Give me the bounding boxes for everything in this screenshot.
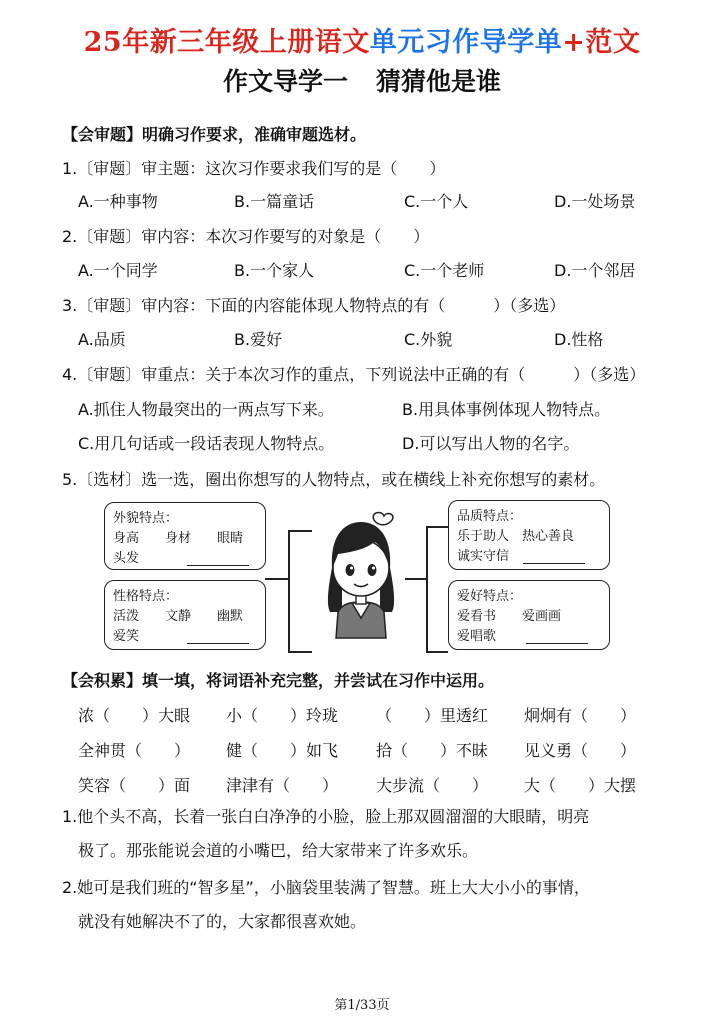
q3-option-a: A.品质 — [78, 330, 126, 349]
appearance-option: 头发 — [113, 551, 140, 566]
fill-item[interactable]: 见义勇（ ） — [524, 741, 637, 760]
page-number: 第1/33页 — [334, 998, 390, 1013]
example-2-line-2: 就没有她解决不了的，大家都很喜欢她。 — [78, 912, 367, 931]
hobby-options: 爱看书 爱画画 — [457, 609, 562, 624]
question-5: 5.〔选材〕选一选，圈出你想写的人物特点，或在横线上补充你想写的素材。 — [62, 470, 606, 489]
question-3: 3.〔审题〕审内容：下面的内容能体现人物特点的有（ ）（多选） — [62, 296, 566, 315]
fill-item[interactable]: 小（ ）玲珑 — [226, 706, 339, 725]
fill-item[interactable]: 健（ ）如飞 — [226, 741, 339, 760]
banner-part-red-2: +范文 — [562, 27, 641, 58]
q1-option-b: B.一篇童话 — [234, 192, 315, 211]
q4-option-c: C.用几句话或一段话表现人物特点。 — [78, 434, 335, 453]
appearance-title: 外貌特点： — [113, 511, 179, 526]
fill-item[interactable]: 笑容（ ）面 — [78, 776, 191, 795]
quality-box — [448, 500, 610, 570]
quality-title: 品质特点： — [457, 509, 523, 524]
connector-line — [265, 578, 289, 580]
q4-option-d: D.可以写出人物的名字。 — [402, 434, 580, 453]
answer-blank[interactable] — [526, 631, 588, 644]
banner-part-blue: 单元习作导学单 — [369, 27, 563, 58]
fill-item[interactable]: 拾（ ）不昧 — [376, 741, 489, 760]
q1-option-d: D.一处场景 — [554, 192, 636, 211]
connector-line — [288, 651, 312, 653]
personality-options: 活泼 文静 幽默 — [113, 609, 244, 624]
question-4: 4.〔审题〕审重点：关于本次习作的重点，下列说法中正确的有（ ）（多选） — [62, 365, 646, 384]
example-2-line-1: 2.她可是我们班的“智多星”，小脑袋里装满了智慧。班上大大小小的事情， — [62, 878, 590, 897]
q4-option-a: A.抓住人物最突出的一两点写下来。 — [78, 400, 334, 419]
personality-option: 爱笑 — [113, 629, 140, 644]
quality-line2 — [457, 545, 585, 564]
hobby-box — [448, 580, 610, 650]
appearance-options: 身高 身材 眼睛 — [113, 531, 244, 546]
hobby-title: 爱好特点： — [457, 589, 523, 604]
answer-blank[interactable] — [187, 631, 249, 644]
fill-item[interactable]: （ ）里透红 — [376, 706, 489, 725]
q2-option-a: A.一个同学 — [78, 261, 158, 280]
connector-line — [288, 530, 290, 652]
girl-illustration — [312, 508, 410, 640]
question-1: 1.〔审题〕审主题：这次习作要求我们写的是（ ） — [62, 159, 446, 178]
hobby-line2 — [457, 625, 588, 644]
q3-option-c: C.外貌 — [404, 330, 453, 349]
q1-option-a: A.一种事物 — [78, 192, 158, 211]
example-1-line-1: 1.他个头不高，长着一张白白净净的小脸，脸上那双圆溜溜的大眼睛，明亮 — [62, 807, 590, 826]
q2-option-d: D.一个邻居 — [554, 261, 636, 280]
connector-line — [426, 651, 448, 653]
example-1-line-2: 极了。那张能说会道的小嘴巴，给大家带来了许多欢乐。 — [78, 841, 479, 860]
banner-title — [0, 20, 724, 59]
fill-item[interactable]: 大（ ）大摆 — [524, 776, 637, 795]
answer-blank[interactable] — [187, 553, 249, 566]
banner-part-red: 25年新三年级上册语文 — [83, 27, 370, 58]
fill-item[interactable]: 大步流（ ） — [376, 776, 489, 795]
hobby-option: 爱唱歌 — [457, 629, 497, 644]
personality-title: 性格特点： — [113, 589, 179, 604]
quality-option: 诚实守信 — [457, 549, 510, 564]
fill-item[interactable]: 炯炯有（ ） — [524, 706, 637, 725]
title-left: 作文导学一 — [222, 67, 348, 96]
question-2: 2.〔审题〕审内容：本次习作要写的对象是（ ） — [62, 227, 430, 246]
q3-option-d: D.性格 — [554, 330, 604, 349]
answer-blank[interactable] — [523, 551, 585, 564]
connector-line — [426, 526, 448, 528]
q3-option-b: B.爱好 — [234, 330, 283, 349]
personality-line2 — [113, 625, 249, 644]
quality-options: 乐于助人 热心善良 — [457, 529, 575, 544]
title-right: 猜猜他是谁 — [376, 67, 502, 96]
section-heading-1: 【会审题】明确习作要求，准确审题选材。 — [62, 125, 367, 144]
section-heading-2: 【会积累】填一填，将词语补充完整，并尝试在习作中运用。 — [62, 671, 495, 690]
connector-line — [288, 530, 312, 532]
q2-option-c: C.一个老师 — [404, 261, 485, 280]
page-title — [0, 62, 724, 98]
q1-option-c: C.一个人 — [404, 192, 469, 211]
fill-item[interactable]: 全神贯（ ） — [78, 741, 191, 760]
fill-item[interactable]: 浓（ ）大眼 — [78, 706, 191, 725]
connector-line — [426, 526, 428, 652]
fill-item[interactable]: 津津有（ ） — [226, 776, 339, 795]
appearance-line2 — [113, 547, 249, 566]
appearance-box — [104, 502, 266, 570]
q4-option-b: B.用具体事例体现人物特点。 — [402, 400, 611, 419]
personality-box — [104, 580, 266, 650]
q2-option-b: B.一个家人 — [234, 261, 315, 280]
